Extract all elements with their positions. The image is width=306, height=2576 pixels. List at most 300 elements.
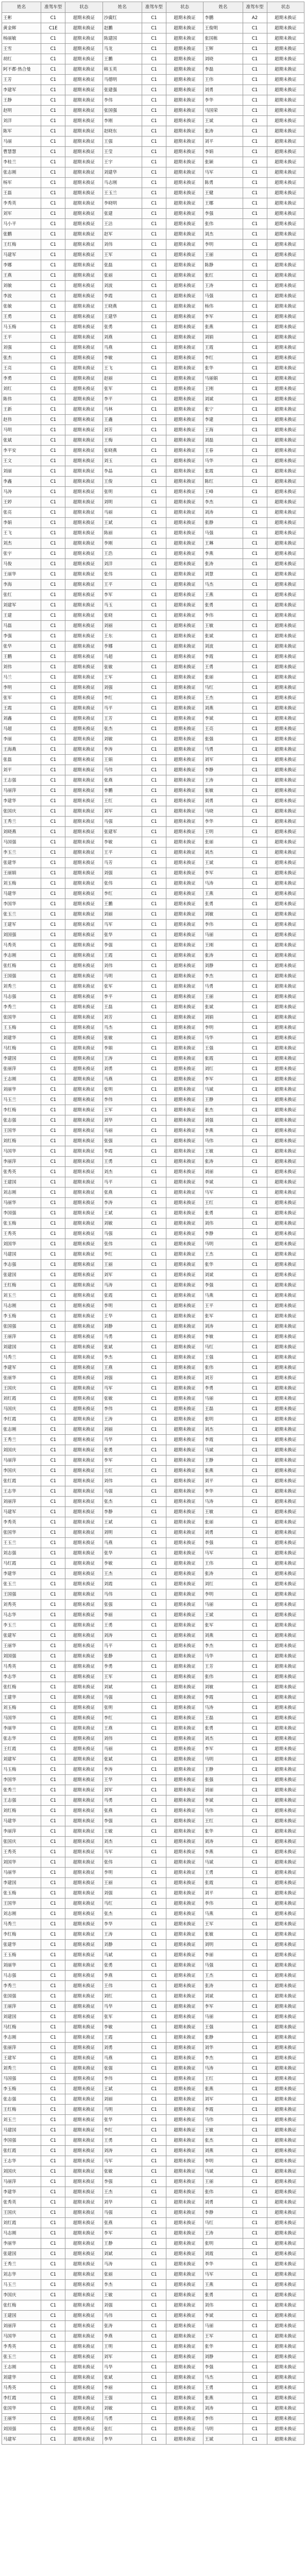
cell-name: 王丽 (203, 992, 243, 1002)
cell-status: 超期未换证 (166, 2228, 203, 2239)
table-row (2, 2053, 304, 2063)
table-row (2, 54, 304, 64)
cell-license-type: C1 (41, 85, 65, 95)
cell-license-type: C1 (142, 1249, 166, 1260)
cell-license-type: C1 (243, 1383, 267, 1394)
cell-license-type: C1 (142, 683, 166, 693)
cell-license-type: C1 (41, 1466, 65, 1476)
cell-name: 王红梅 (2, 1280, 41, 1291)
cell-status: 超期未换证 (166, 1847, 203, 1857)
table-row (2, 260, 304, 270)
cell-license-type: C1 (142, 374, 166, 384)
cell-license-type: C1 (142, 2187, 166, 2197)
cell-status: 超期未换证 (267, 137, 304, 147)
cell-license-type: C1 (142, 1146, 166, 1157)
cell-status: 超期未换证 (65, 466, 103, 477)
cell-status: 超期未换证 (267, 394, 304, 404)
cell-status: 超期未换证 (65, 1682, 103, 1692)
cell-name: 张玉梅 (2, 1218, 41, 1229)
cell-status: 超期未换证 (267, 1713, 304, 1723)
table-row (2, 2002, 304, 2012)
cell-name: 张敏 (203, 786, 243, 796)
cell-name: 马丽萍 (2, 2177, 41, 2187)
cell-name: 王杰 (103, 2187, 142, 2197)
cell-name: 张杰 (203, 2136, 243, 2146)
table-row (2, 1579, 304, 1589)
cell-license-type: C1 (243, 1342, 267, 1352)
table-row (2, 806, 304, 817)
cell-status: 超期未换证 (166, 2032, 203, 2043)
cell-name: 刘志强 (2, 1548, 41, 1558)
cell-license-type: C1 (142, 1662, 166, 1672)
cell-status: 超期未换证 (267, 497, 304, 507)
cell-status: 超期未换证 (65, 1218, 103, 1229)
cell-name: 李霞 (203, 1435, 243, 1445)
cell-name: 李华 (203, 1486, 243, 1497)
cell-status: 超期未换证 (267, 641, 304, 652)
cell-status: 超期未换证 (166, 116, 203, 126)
cell-status: 超期未换证 (267, 744, 304, 755)
cell-license-type: C1 (41, 2269, 65, 2280)
cell-status: 超期未换证 (267, 2362, 304, 2372)
table-row (2, 693, 304, 703)
cell-status: 超期未换证 (166, 240, 203, 250)
cell-name: 刘红梅 (2, 1806, 41, 1816)
cell-status: 超期未换证 (166, 13, 203, 23)
cell-license-type: C1 (41, 683, 65, 693)
header-name-3: 姓名 (203, 2, 243, 13)
cell-status: 超期未换证 (65, 435, 103, 446)
table-row (2, 507, 304, 518)
cell-license-type: C1 (243, 683, 267, 693)
cell-status: 超期未换证 (166, 1270, 203, 1280)
cell-name: 李志华 (2, 1672, 41, 1682)
table-row (2, 837, 304, 848)
table-row (2, 1445, 304, 1455)
cell-name: 李静 (203, 2208, 243, 2218)
cell-name: 李霞 (103, 291, 142, 301)
cell-status: 超期未换证 (65, 1950, 103, 1960)
cell-license-type: C1 (41, 2094, 65, 2105)
cell-status: 超期未换证 (267, 1394, 304, 1404)
cell-name: 马平 (103, 1641, 142, 1651)
cell-license-type: C1 (142, 889, 166, 899)
table-row (2, 1002, 304, 1012)
cell-status: 超期未换证 (65, 1878, 103, 1888)
cell-status: 超期未换证 (65, 44, 103, 54)
cell-name: 刘志刚 (2, 1909, 41, 1919)
cell-status: 超期未换证 (166, 1857, 203, 1868)
cell-license-type: C1 (142, 827, 166, 837)
cell-license-type: C1 (142, 992, 166, 1002)
cell-name: 王明 (203, 827, 243, 837)
cell-name: 刘丽 (103, 2094, 142, 2105)
cell-license-type: C1 (243, 1610, 267, 1620)
cell-status: 超期未换证 (65, 2424, 103, 2434)
cell-name: 王强 (103, 137, 142, 147)
cell-name: 张霞 (203, 1878, 243, 1888)
cell-status: 超期未换证 (267, 260, 304, 270)
cell-status: 超期未换证 (267, 1620, 304, 1631)
cell-name: 李斌 (203, 714, 243, 724)
cell-status: 超期未换证 (166, 1064, 203, 1074)
cell-name: 李伟 (203, 2414, 243, 2424)
cell-name: 马华 (203, 1033, 243, 1043)
cell-license-type: C1 (142, 765, 166, 775)
cell-status: 超期未换证 (166, 2403, 203, 2414)
cell-license-type: C1 (142, 817, 166, 827)
cell-status: 超期未换证 (267, 1229, 304, 1239)
cell-status: 超期未换证 (267, 2043, 304, 2053)
cell-status: 超期未换证 (166, 466, 203, 477)
cell-status: 超期未换证 (65, 116, 103, 126)
cell-name: 张华 (103, 1548, 142, 1558)
cell-status: 超期未换证 (65, 2290, 103, 2300)
cell-name: 李强 (203, 1538, 243, 1548)
cell-name: 王志强 (2, 1795, 41, 1806)
cell-status: 超期未换证 (166, 1713, 203, 1723)
cell-status: 超期未换证 (166, 487, 203, 497)
cell-license-type: C1 (41, 2239, 65, 2249)
cell-name: 张磊 (103, 260, 142, 270)
cell-name: 王磊 (2, 188, 41, 198)
cell-name: 马燕 (203, 1909, 243, 1919)
cell-name: 刘霞 (103, 1579, 142, 1589)
cell-status: 超期未换证 (166, 2239, 203, 2249)
cell-name: 张丽萍 (2, 2043, 41, 2053)
cell-status: 超期未换证 (65, 1723, 103, 1734)
cell-name: 张涛 (203, 1157, 243, 1167)
cell-name: 马华 (203, 456, 243, 466)
table-row (2, 714, 304, 724)
cell-status: 超期未换证 (166, 126, 203, 137)
cell-status: 超期未换证 (166, 1126, 203, 1136)
cell-status: 超期未换证 (267, 1589, 304, 1600)
cell-status: 超期未换证 (267, 54, 304, 64)
cell-status: 超期未换证 (166, 425, 203, 435)
cell-status: 超期未换证 (267, 1115, 304, 1126)
cell-name: 王勇 (103, 1620, 142, 1631)
cell-status: 超期未换证 (166, 703, 203, 714)
cell-status: 超期未换证 (267, 940, 304, 951)
cell-license-type: C1 (142, 2177, 166, 2187)
cell-license-type: C1 (41, 446, 65, 456)
cell-license-type: C1 (243, 1785, 267, 1795)
cell-name: 刘丽华 (2, 1084, 41, 1095)
cell-status: 超期未换证 (267, 1126, 304, 1136)
cell-status: 超期未换证 (65, 1177, 103, 1188)
cell-license-type: C1 (243, 961, 267, 971)
cell-status: 超期未换证 (65, 250, 103, 260)
cell-name: 马玉 (103, 600, 142, 611)
cell-license-type: C1 (243, 1249, 267, 1260)
cell-status: 超期未换证 (65, 1929, 103, 1940)
cell-name: 张华 (2, 641, 41, 652)
cell-name: 李伟 (203, 920, 243, 930)
cell-license-type: C1 (243, 1651, 267, 1662)
cell-name: 刘敏 (103, 1218, 142, 1229)
cell-name: 王军 (103, 250, 142, 260)
table-row (2, 44, 304, 54)
table-row (2, 1517, 304, 1528)
cell-name: 李丽 (203, 1950, 243, 1960)
cell-status: 超期未换证 (267, 363, 304, 374)
table-row (2, 404, 304, 415)
table-row (2, 817, 304, 827)
cell-license-type: C1 (142, 837, 166, 848)
cell-name: 王静 (203, 1455, 243, 1466)
cell-license-type: C1 (41, 1157, 65, 1167)
cell-license-type: C1 (142, 858, 166, 868)
cell-name: 李刚 (103, 116, 142, 126)
table-row (2, 621, 304, 631)
cell-status: 超期未换证 (65, 1455, 103, 1466)
cell-name: 张静 (203, 518, 243, 528)
cell-license-type: C1 (41, 2063, 65, 2074)
cell-name: 张燕 (103, 775, 142, 786)
cell-license-type: C1 (41, 1239, 65, 1249)
cell-name: 李敏 (203, 1332, 243, 1342)
cell-license-type: A2 (243, 13, 267, 23)
cell-license-type: C1 (41, 827, 65, 837)
cell-name: 马丽 (203, 2012, 243, 2022)
cell-license-type: C1 (142, 2414, 166, 2424)
cell-name: 马燕 (103, 1538, 142, 1548)
cell-license-type: C1 (41, 1744, 65, 1754)
table-row (2, 1868, 304, 1878)
cell-name: 王鹏 (103, 54, 142, 64)
cell-license-type: C1 (41, 1363, 65, 1373)
cell-license-type: C1 (41, 1692, 65, 1703)
table-row (2, 2012, 304, 2022)
cell-name: 张红梅 (2, 1682, 41, 1692)
cell-name: 刘芳 (203, 1373, 243, 1383)
table-row (2, 1538, 304, 1548)
cell-name: 李建军 (2, 1363, 41, 1373)
cell-name: 刘军 (103, 806, 142, 817)
cell-status: 超期未换证 (166, 1373, 203, 1383)
cell-license-type: C1 (243, 507, 267, 518)
cell-status: 超期未换证 (267, 538, 304, 549)
cell-name: 李华 (203, 2259, 243, 2269)
cell-license-type: C1 (41, 106, 65, 116)
cell-license-type: C1 (243, 2342, 267, 2352)
cell-status: 超期未换证 (65, 1662, 103, 1672)
cell-license-type: C1 (41, 611, 65, 621)
cell-name: 李霞 (203, 652, 243, 662)
cell-name: 王红霞 (2, 1744, 41, 1754)
table-row (2, 1610, 304, 1620)
cell-status: 超期未换证 (166, 1084, 203, 1095)
cell-status: 超期未换证 (166, 1394, 203, 1404)
cell-name: 张华 (203, 1826, 243, 1837)
cell-name: 马红 (203, 2218, 243, 2228)
cell-status: 超期未换证 (166, 477, 203, 487)
cell-name: 李华 (203, 817, 243, 827)
cell-name: 王丽 (203, 250, 243, 260)
cell-name: 李红梅 (2, 1929, 41, 1940)
cell-license-type: C1 (243, 951, 267, 961)
cell-status: 超期未换证 (65, 940, 103, 951)
cell-name: 张伟 (203, 219, 243, 229)
cell-status: 超期未换证 (65, 1291, 103, 1301)
cell-name: 刘伟 (103, 1734, 142, 1744)
cell-license-type: C1 (41, 219, 65, 229)
cell-status: 超期未换证 (267, 1682, 304, 1692)
cell-license-type: C1 (243, 1033, 267, 1043)
cell-status: 超期未换证 (267, 1672, 304, 1682)
cell-name: 王勇 (103, 2136, 142, 2146)
table-row (2, 951, 304, 961)
cell-license-type: C1 (142, 1414, 166, 1425)
cell-name: 刘丽 (203, 1167, 243, 1177)
cell-status: 超期未换证 (166, 1795, 203, 1806)
table-row (2, 1765, 304, 1775)
cell-license-type: C1 (142, 1713, 166, 1723)
cell-name: 张颖 (203, 157, 243, 167)
cell-license-type: C1 (41, 1394, 65, 1404)
cell-license-type: C1 (142, 477, 166, 487)
table-row (2, 95, 304, 106)
cell-name: 李建国 (2, 1878, 41, 1888)
cell-license-type: C1 (142, 2094, 166, 2105)
cell-status: 超期未换证 (267, 1208, 304, 1218)
cell-status: 超期未换证 (166, 2249, 203, 2259)
cell-name: 李明 (103, 1868, 142, 1878)
cell-name: 马建军 (2, 250, 41, 260)
cell-name: 张强 (203, 734, 243, 744)
cell-license-type: C1 (142, 116, 166, 126)
cell-license-type: C1 (41, 2352, 65, 2362)
cell-name: 李国强 (2, 2136, 41, 2146)
cell-license-type: C1 (243, 415, 267, 425)
cell-name: 刘红 (203, 1579, 243, 1589)
cell-name: 张涛 (203, 1981, 243, 1991)
cell-license-type: C1 (142, 981, 166, 992)
cell-name: 王丽华 (2, 569, 41, 580)
cell-license-type: C1 (142, 1971, 166, 1981)
cell-status: 超期未换证 (166, 1105, 203, 1115)
table-row (2, 2362, 304, 2372)
cell-status: 超期未换证 (65, 1507, 103, 1517)
cell-name: 张明 (103, 1084, 142, 1095)
cell-name: 马涛 (2, 487, 41, 497)
cell-license-type: C1 (243, 2393, 267, 2403)
cell-status: 超期未换证 (166, 827, 203, 837)
cell-license-type: C1 (41, 2331, 65, 2342)
cell-name: 王霞 (2, 703, 41, 714)
cell-name: 王静 (2, 95, 41, 106)
cell-name: 李斌 (203, 2311, 243, 2321)
cell-status: 超期未换证 (65, 456, 103, 466)
cell-license-type: C1 (243, 1321, 267, 1332)
cell-status: 超期未换证 (65, 1260, 103, 1270)
table-row (2, 1837, 304, 1847)
table-row (2, 765, 304, 775)
cell-status: 超期未换证 (267, 2249, 304, 2259)
cell-name: 张建军 (103, 827, 142, 837)
cell-status: 超期未换证 (166, 147, 203, 157)
cell-name: 张伟 (203, 1672, 243, 1682)
cell-name: 马斌 (203, 1445, 243, 1455)
cell-status: 超期未换证 (267, 652, 304, 662)
cell-license-type: C1 (41, 714, 65, 724)
cell-name: 马建国 (2, 2125, 41, 2136)
cell-name: 马华 (103, 1435, 142, 1445)
cell-name: 马建华 (2, 1816, 41, 1826)
cell-status: 超期未换证 (267, 167, 304, 178)
cell-status: 超期未换证 (166, 250, 203, 260)
cell-status: 超期未换证 (267, 899, 304, 909)
cell-license-type: C1 (243, 1641, 267, 1651)
cell-name: 李军 (103, 2228, 142, 2239)
cell-status: 超期未换证 (65, 693, 103, 703)
cell-name: 马强 (103, 1229, 142, 1239)
table-row (2, 116, 304, 126)
cell-status: 超期未换证 (267, 1218, 304, 1229)
cell-name: 张敏 (103, 662, 142, 672)
cell-name: 张建国 (2, 2249, 41, 2259)
cell-name: 李勇 (103, 1662, 142, 1672)
cell-status: 超期未换证 (267, 188, 304, 198)
cell-status: 超期未换证 (166, 1425, 203, 1435)
cell-status: 超期未换证 (166, 1507, 203, 1517)
cell-license-type: C1 (41, 229, 65, 240)
cell-license-type: C1 (142, 2105, 166, 2115)
cell-license-type: C1 (41, 1311, 65, 1321)
cell-status: 超期未换证 (267, 621, 304, 631)
cell-status: 超期未换证 (65, 270, 103, 281)
table-row (2, 2084, 304, 2094)
cell-license-type: C1 (243, 260, 267, 270)
cell-status: 超期未换证 (166, 755, 203, 765)
cell-status: 超期未换证 (267, 1775, 304, 1785)
table-row (2, 1280, 304, 1291)
cell-name: 李杰 (203, 971, 243, 981)
cell-name: 刘玉兰 (2, 1291, 41, 1301)
cell-license-type: C1 (41, 1806, 65, 1816)
cell-license-type: C1 (41, 2321, 65, 2331)
cell-license-type: C1 (243, 229, 267, 240)
cell-name: 李伟 (203, 611, 243, 621)
cell-license-type: C1 (243, 600, 267, 611)
cell-name: 王玉兰 (103, 188, 142, 198)
table-row (2, 2290, 304, 2300)
cell-license-type: C1 (142, 332, 166, 343)
cell-status: 超期未换证 (267, 2156, 304, 2166)
cell-name: 刘杰 (203, 1734, 243, 1744)
header-status-1: 状态 (65, 2, 103, 13)
cell-status: 超期未换证 (267, 2187, 304, 2197)
cell-name: 王俊明 (203, 23, 243, 33)
table-row (2, 487, 304, 497)
cell-status: 超期未换证 (65, 2022, 103, 2032)
cell-name: 王伟 (203, 1558, 243, 1569)
cell-status: 超期未换证 (166, 312, 203, 322)
cell-name: 李华 (103, 1919, 142, 1929)
cell-license-type: C1 (142, 590, 166, 600)
cell-status: 超期未换证 (65, 1991, 103, 2002)
cell-status: 超期未换证 (166, 631, 203, 641)
cell-status: 超期未换证 (166, 229, 203, 240)
cell-name: 王晓燕 (103, 301, 142, 312)
cell-license-type: C1 (142, 775, 166, 786)
cell-license-type: C1 (243, 2084, 267, 2094)
cell-name: 刘勇 (103, 1064, 142, 1074)
cell-license-type: C1 (243, 1579, 267, 1589)
cell-status: 超期未换证 (65, 1157, 103, 1167)
cell-name: 马伟 (103, 765, 142, 775)
